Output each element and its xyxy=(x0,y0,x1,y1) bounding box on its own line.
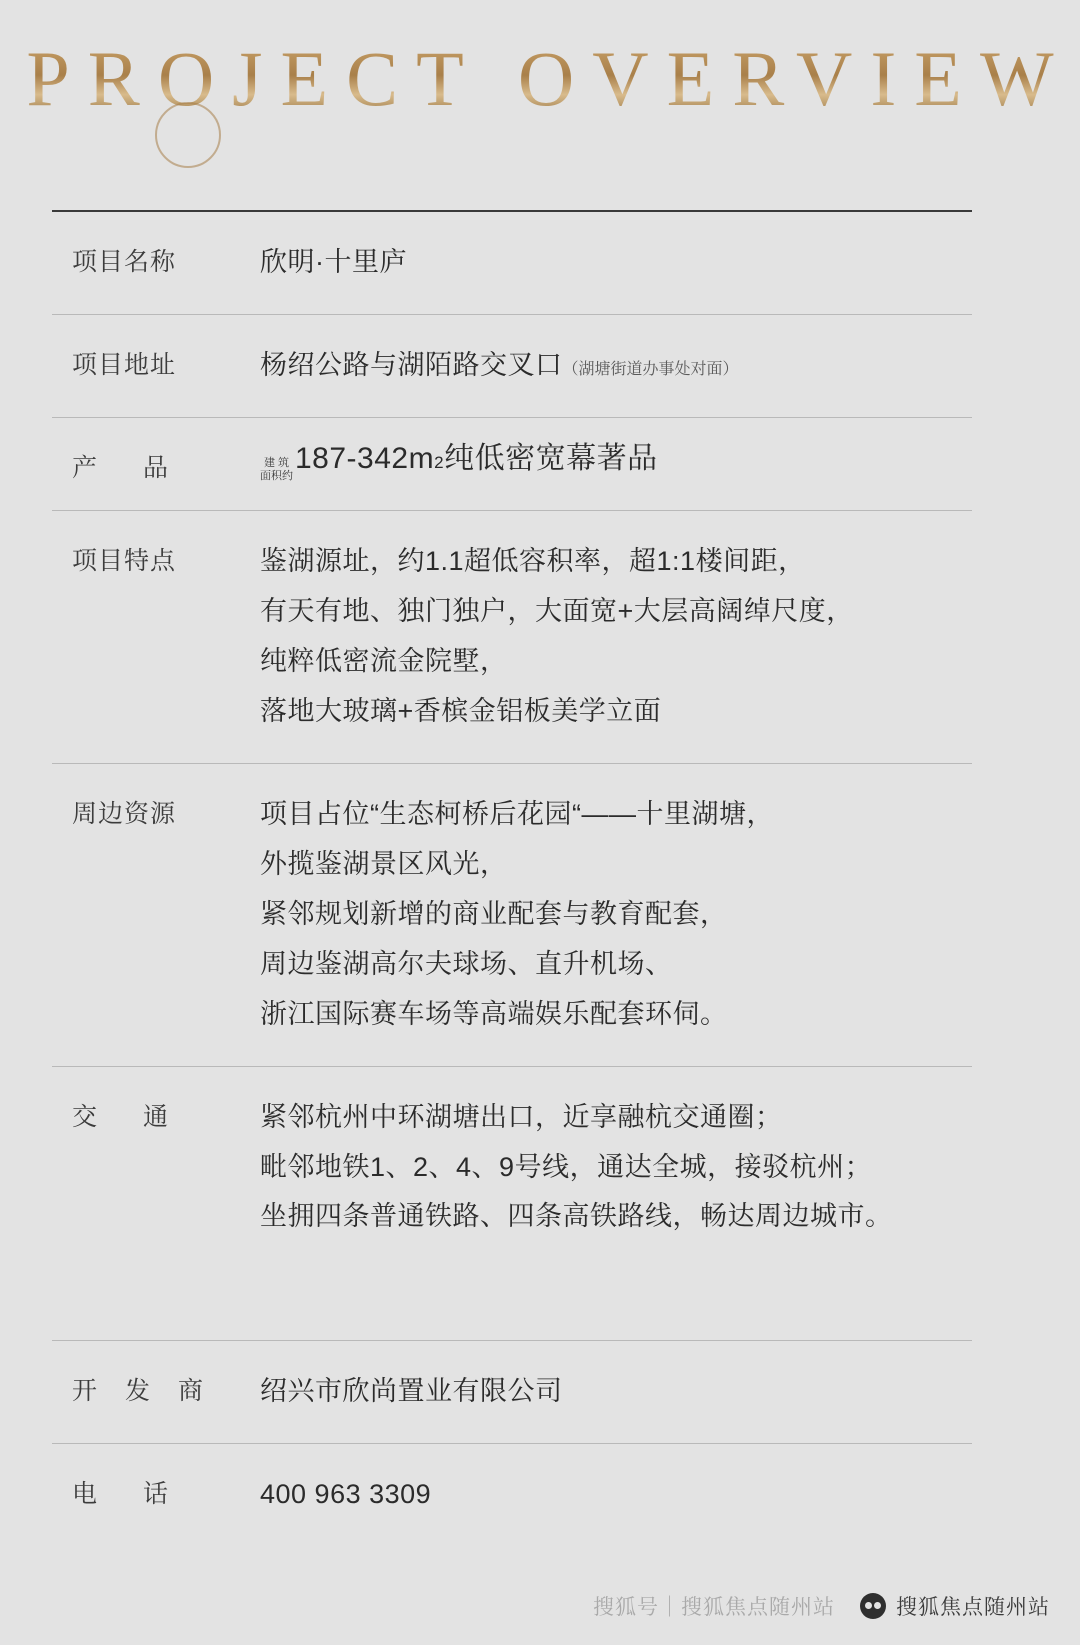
table-row xyxy=(52,1341,972,1444)
row-value-project-features xyxy=(260,537,972,737)
row-value-phone xyxy=(260,1470,972,1520)
page-title-area xyxy=(0,35,1080,122)
project-address-note: （湖塘街道办事处对面） xyxy=(562,360,739,378)
row-label-transportation xyxy=(52,1093,260,1133)
phone-number: 400 963 3309 xyxy=(260,1479,432,1510)
resource-line: 浙江国际赛车场等高端娱乐配套环伺。 xyxy=(260,998,728,1029)
row-label-project-features: 项目特点 xyxy=(72,547,177,576)
row-value-project-name xyxy=(260,238,972,288)
sohu-fox-icon xyxy=(860,1593,886,1619)
label-char: 商 xyxy=(178,1377,204,1406)
row-value-product xyxy=(260,441,972,484)
label-char: 交 xyxy=(72,1102,98,1131)
row-label-product xyxy=(52,444,260,484)
watermark-text: 搜狐焦点随州站 xyxy=(896,1596,1050,1619)
row-label-project-address: 项目地址 xyxy=(72,350,177,379)
table-row xyxy=(52,511,972,764)
table-spacer xyxy=(52,1268,972,1341)
row-label-phone xyxy=(52,1470,260,1510)
overview-table xyxy=(52,210,1030,1546)
table-row xyxy=(52,764,972,1067)
feature-line: 鉴湖源址，约1.1超低容积率，超1:1楼间距， xyxy=(260,546,806,577)
developer-name: 绍兴市欣尚置业有限公司 xyxy=(260,1376,563,1407)
watermark xyxy=(593,1591,1050,1621)
label-char: 发 xyxy=(125,1377,151,1406)
watermark-faint-text: 搜狐号｜搜狐焦点随州站 xyxy=(593,1596,835,1619)
title-circle-decoration xyxy=(155,102,221,168)
product-prefix-line2: 面积约 xyxy=(260,469,293,482)
transport-line: 毗邻地铁1、2、4、9号线，通达全城，接驳杭州； xyxy=(260,1151,873,1182)
row-label-surrounding-resources: 周边资源 xyxy=(72,799,177,828)
product-description: 纯低密宽幕著品 xyxy=(444,441,658,475)
label-char: 话 xyxy=(143,1480,169,1509)
feature-line: 落地大玻璃+香槟金铝板美学立面 xyxy=(260,695,662,726)
feature-line: 纯粹低密流金院墅， xyxy=(260,646,508,677)
resource-line: 项目占位“生态柯桥后花园“——十里湖塘， xyxy=(260,798,774,829)
product-area-unit: m xyxy=(408,441,435,475)
project-name-text: 欣明·十里庐 xyxy=(260,247,407,277)
label-char: 产 xyxy=(72,453,98,482)
product-area-range: 187-342 xyxy=(295,441,409,475)
label-char: 品 xyxy=(143,453,169,482)
label-char: 通 xyxy=(143,1102,169,1131)
resource-line: 周边鉴湖高尔夫球场、直升机场、 xyxy=(260,948,673,979)
table-row xyxy=(52,1067,972,1269)
row-value-transportation xyxy=(260,1093,972,1243)
transport-line: 坐拥四条普通铁路、四条高铁路线，畅达周边城市。 xyxy=(260,1201,893,1232)
row-value-developer xyxy=(260,1367,972,1417)
product-area-unit-sup: 2 xyxy=(434,452,445,472)
row-label-developer xyxy=(52,1367,260,1407)
table-row xyxy=(52,418,972,511)
resource-line: 紧邻规划新增的商业配套与教育配套， xyxy=(260,898,728,929)
resource-line: 外揽鉴湖景区风光， xyxy=(260,848,508,879)
row-value-project-address xyxy=(260,341,972,391)
row-value-surrounding-resources xyxy=(260,790,972,1040)
product-prefix-line1: 建 筑 xyxy=(263,456,290,469)
transport-line: 紧邻杭州中环湖塘出口，近享融杭交通圈； xyxy=(260,1101,783,1132)
table-row xyxy=(52,212,972,315)
row-label-project-name: 项目名称 xyxy=(72,248,177,276)
project-address-text: 杨绍公路与湖陌路交叉口 xyxy=(260,349,563,380)
page-title: PROJECT OVERVIEW xyxy=(0,40,1080,118)
product-area-prefix xyxy=(260,457,293,482)
table-row xyxy=(52,1444,972,1546)
feature-line: 有天有地、独门独户，大面宽+大层高阔绰尺度， xyxy=(260,596,854,627)
table-row xyxy=(52,315,972,418)
label-char: 开 xyxy=(72,1377,98,1406)
label-char: 电 xyxy=(72,1480,98,1509)
